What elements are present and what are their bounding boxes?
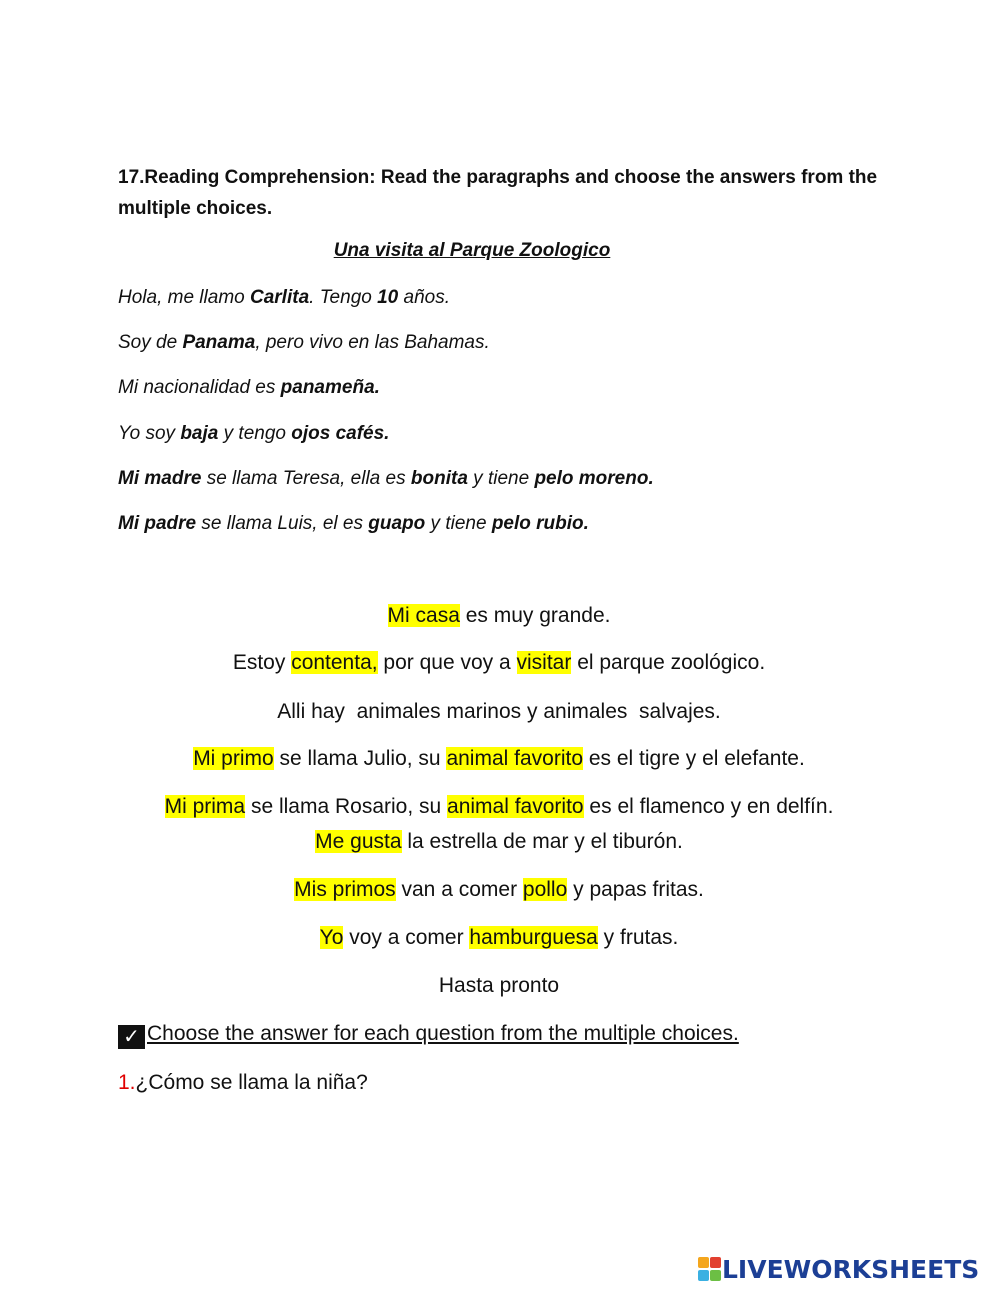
story-line-5: Mi prima se llama Rosario, su animal favorito es el flamenco y en delfín. bbox=[164, 795, 834, 818]
question-1: 1.¿Cómo se llama la niña? bbox=[118, 1071, 368, 1094]
story-line-2: Estoy contenta, por que voy a visitar el parque zoológico. bbox=[232, 651, 766, 674]
logo-mark-icon bbox=[698, 1257, 722, 1283]
story-closing: Hasta pronto bbox=[438, 974, 560, 997]
intro-line-6: Mi padre se llama Luis, el es guapo y tiene pelo rubio. bbox=[118, 513, 589, 534]
liveworksheets-logo: LIVEWORKSHEETS bbox=[698, 1255, 979, 1289]
instructions: 17.Reading Comprehension: Read the paragraphs and choose the answers from the multiple choices. bbox=[118, 167, 878, 219]
choose-instruction: ✓ Choose the answer for each question from the multiple choices. bbox=[118, 1022, 739, 1049]
story-line-8: Yo voy a comer hamburguesa y frutas. bbox=[319, 926, 679, 949]
reading-title: Una visita al Parque Zoologico bbox=[333, 240, 611, 261]
intro-line-4: Yo soy baja y tengo ojos cafés. bbox=[118, 423, 390, 444]
story-line-1: Mi casa es muy grande. bbox=[387, 604, 611, 627]
intro-line-2: Soy de Panama, pero vivo en las Bahamas. bbox=[118, 332, 490, 353]
intro-line-1: Hola, me llamo Carlita. Tengo 10 años. bbox=[118, 287, 451, 308]
story-line-4: Mi primo se llama Julio, su animal favorito es el tigre y el elefante. bbox=[193, 747, 805, 770]
intro-line-5: Mi madre se llama Teresa, ella es bonita y tiene pelo moreno. bbox=[118, 468, 654, 489]
story-line-6: Me gusta la estrella de mar y el tiburón. bbox=[315, 830, 683, 853]
story-line-7: Mis primos van a comer pollo y papas fritas. bbox=[294, 878, 704, 901]
story-line-3: Alli hay animales marinos y animales salvajes. bbox=[277, 700, 721, 723]
checkmark-icon: ✓ bbox=[118, 1025, 145, 1049]
intro-line-3: Mi nacionalidad es panameña. bbox=[118, 377, 380, 398]
